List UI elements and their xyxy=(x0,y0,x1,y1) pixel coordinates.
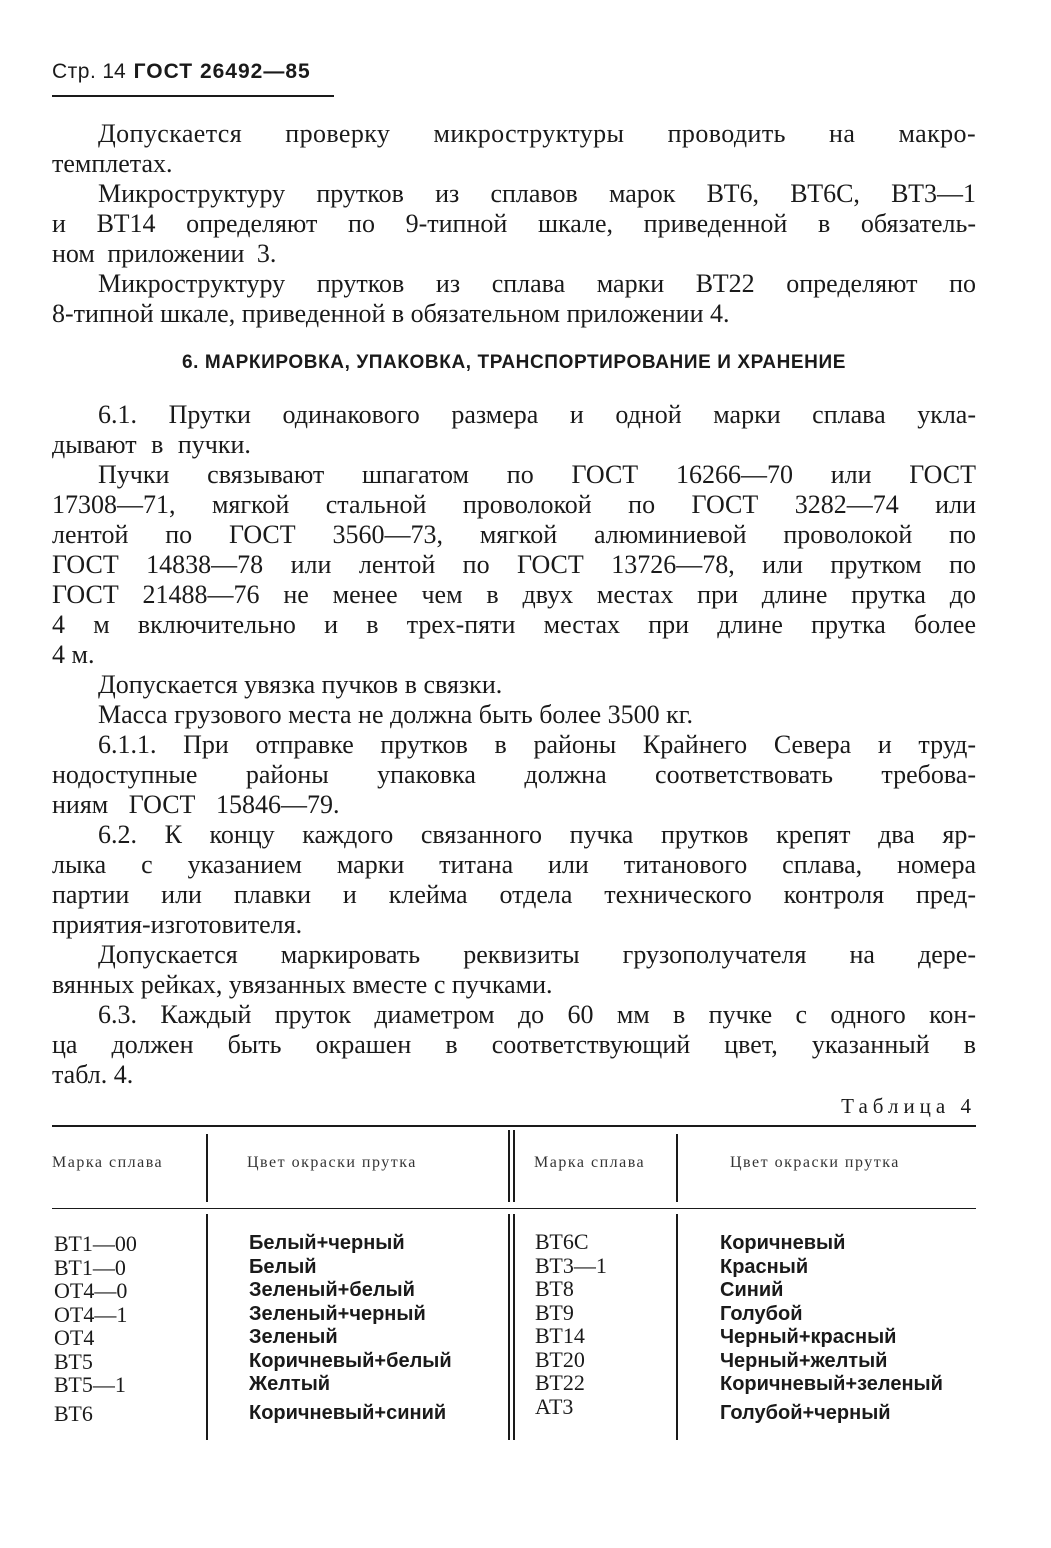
page-header xyxy=(52,60,334,84)
text-line: ГОСТ 14838—78 или лентой по ГОСТ 13726—78, или прутком по xyxy=(52,550,976,579)
table-cell-grade: ВТ6 xyxy=(54,1400,93,1426)
table-cell-grade: ВТ1—0 xyxy=(54,1254,126,1280)
table-cell-color: Красный xyxy=(720,1255,809,1278)
table-cell-color: Коричневый xyxy=(720,1232,846,1254)
table-cell-color: Черный+желтый xyxy=(720,1349,888,1372)
table-double-divider xyxy=(513,1214,515,1440)
text-line: 6.2. К концу каждого связанного пучка прутков крепят два яр- xyxy=(98,820,976,849)
text-line: дывают в пучки. xyxy=(52,430,251,459)
table-cell-color: Голубой+черный xyxy=(720,1401,891,1424)
text-line: 4 м включительно и в трех-пяти местах при длине прутка более xyxy=(52,610,976,639)
text-line: вянных рейках, увязанных вместе с пучками. xyxy=(52,970,553,999)
text-line: табл. 4. xyxy=(52,1060,134,1089)
text-line: приятия-изготовителя. xyxy=(52,910,303,939)
table-cell-color: Белый xyxy=(249,1255,317,1278)
text-line: 17308—71, мягкой стальной проволокой по ГОСТ 3282—74 или xyxy=(52,490,976,519)
table-cell-color: Черный+красный xyxy=(720,1326,897,1348)
table-cell-grade: ВТ14 xyxy=(535,1323,585,1348)
text-line: нодоступные районы упаковка должна соответствовать требова- xyxy=(52,760,976,789)
text-line: ном приложении 3. xyxy=(52,239,277,268)
text-line: Микроструктуру прутков из сплава марки ВТ22 определяют по xyxy=(98,269,976,298)
text-line: 6.1. Прутки одинакового размера и одной марки сплава укла- xyxy=(98,400,976,429)
text-line: 4 м. xyxy=(52,640,95,669)
table-column-right-grades xyxy=(535,1230,607,1418)
table-cell-grade: ВТ5 xyxy=(54,1348,93,1374)
table-header-color: Цвет окраски прутка xyxy=(247,1154,417,1171)
table-cell-color: Зеленый xyxy=(249,1326,338,1348)
table-cell-grade: ОТ4 xyxy=(54,1325,95,1350)
table-caption: Таблица 4 xyxy=(841,1094,976,1118)
page-label: Стр. xyxy=(52,60,97,83)
table-cell-color: Голубой xyxy=(720,1302,803,1325)
text-line: Пучки связывают шпагатом по ГОСТ 16266—70 или ГОСТ xyxy=(98,460,976,489)
table-cell-grade: ВТ8 xyxy=(535,1276,574,1301)
table-top-rule xyxy=(52,1125,976,1127)
text-line: темплетах. xyxy=(52,149,173,178)
table-header-grade: Марка сплава xyxy=(52,1154,164,1171)
table-cell-color: Синий xyxy=(720,1279,784,1301)
table-cell-grade: АТ3 xyxy=(535,1393,574,1419)
table-cell-grade: ОТ4—1 xyxy=(54,1301,128,1327)
table-header-grade: Марка сплава xyxy=(534,1154,646,1171)
table-cell-grade: ВТ22 xyxy=(535,1370,585,1395)
table-double-divider xyxy=(513,1130,515,1202)
table-cell-color: Желтый xyxy=(249,1373,331,1395)
table-cell-color: Коричневый+зеленый xyxy=(720,1373,943,1395)
table-cell-grade: ВТ9 xyxy=(535,1299,574,1325)
table-cell-color: Белый+черный xyxy=(249,1232,405,1254)
table-double-divider xyxy=(508,1130,510,1202)
text-line: ца должен быть окрашен в соответствующий цвет, указанный в xyxy=(52,1030,976,1059)
text-line: Микроструктуру прутков из сплавов марок ВТ6, ВТ6С, ВТ3—1 xyxy=(98,179,976,208)
text-line: 8-типной шкале, приведенной в обязательном приложении 4. xyxy=(52,299,730,328)
table-cell-grade: ВТ20 xyxy=(535,1346,585,1372)
text-line: лыка с указанием марки титана или титанового сплава, номера xyxy=(52,850,976,879)
table-cell-grade: ВТ5—1 xyxy=(54,1372,126,1397)
header-rule xyxy=(52,95,334,97)
table-col-divider xyxy=(676,1134,678,1202)
table-column-left-colors xyxy=(249,1232,452,1425)
table-cell-color: Зеленый+черный xyxy=(249,1302,426,1325)
text-line: партии или плавки и клейма отдела технического контроля пред- xyxy=(52,880,976,909)
text-line: 6.1.1. При отправке прутков в районы Крайнего Севера и труд- xyxy=(98,730,976,759)
table-header-rule xyxy=(52,1208,976,1209)
table-col-divider xyxy=(676,1214,678,1440)
text-line: лентой по ГОСТ 3560—73, мягкой алюминиевой проволокой по xyxy=(52,520,976,549)
table-cell-color: Коричневый+белый xyxy=(249,1349,452,1372)
standard-number: ГОСТ 26492—85 xyxy=(133,60,311,83)
table-column-right-colors xyxy=(720,1232,943,1425)
table-column-left-grades xyxy=(54,1232,137,1425)
table-col-divider xyxy=(206,1214,208,1440)
table-header-color: Цвет окраски прутка xyxy=(730,1154,900,1171)
text-line: ГОСТ 21488—76 не менее чем в двух местах при длине прутка до xyxy=(52,580,976,609)
table-cell-grade: ВТ1—00 xyxy=(54,1231,137,1256)
page-number: 14 xyxy=(102,60,126,83)
text-line: и ВТ14 определяют по 9-типной шкале, приведенной в обязатель- xyxy=(52,209,976,238)
table-cell-grade: ВТ3—1 xyxy=(535,1252,607,1278)
text-line: ниям ГОСТ 15846—79. xyxy=(52,790,340,819)
text-line: Масса грузового места не должна быть более 3500 кг. xyxy=(98,700,694,729)
table-cell-color: Зеленый+белый xyxy=(249,1279,415,1301)
table-double-divider xyxy=(508,1214,510,1440)
text-line: Допускается увязка пучков в связки. xyxy=(98,670,503,699)
section-heading: 6. МАРКИРОВКА, УПАКОВКА, ТРАНСПОРТИРОВАНИЕ И ХРАНЕНИЕ xyxy=(181,352,847,373)
text-line: 6.3. Каждый пруток диаметром до 60 мм в пучке с одного кон- xyxy=(98,1000,976,1029)
table-cell-grade: ВТ6С xyxy=(535,1229,589,1254)
table-col-divider xyxy=(206,1134,208,1202)
table-cell-grade: ОТ4—0 xyxy=(54,1278,128,1303)
text-line: Допускается проверку микроструктуры проводить на макро- xyxy=(98,119,976,148)
table-cell-color: Коричневый+синий xyxy=(249,1401,447,1424)
text-line: Допускается маркировать реквизиты грузополучателя на дере- xyxy=(98,940,976,969)
